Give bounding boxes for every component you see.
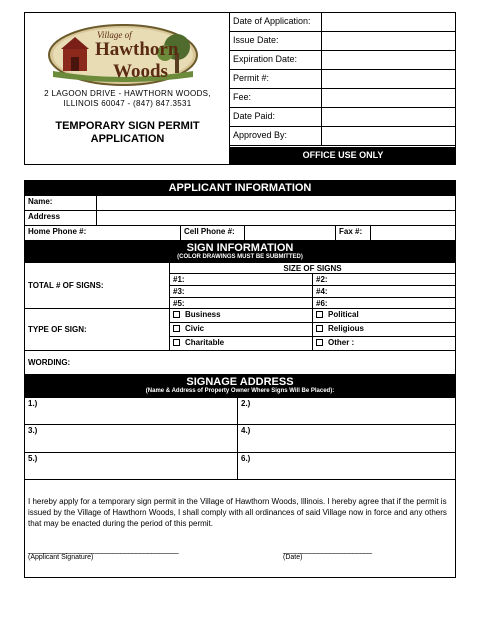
wording-label: WORDING: [28,358,71,367]
address-field[interactable] [96,210,456,226]
type-label: Other : [328,338,355,347]
signature-caption: (Applicant Signature) [28,554,94,561]
size-6[interactable]: #6: [312,297,456,309]
signage-address-4[interactable] [237,424,456,453]
type-political-option[interactable] [312,308,456,323]
office-field-label: Permit #: [233,73,270,83]
type-label: Business [185,310,221,319]
signage-address-subheading: (Name & Address of Property Owner Where Signs Will Be Placed): [145,388,335,394]
checkbox-icon[interactable] [173,325,180,332]
office-expiration-date[interactable] [230,51,456,70]
type-charitable-option[interactable] [169,336,313,351]
office-issue-date[interactable] [230,32,456,51]
checkbox-icon[interactable] [173,339,180,346]
slot-label: 2.) [241,399,251,408]
office-date-paid[interactable] [230,108,456,127]
office-fee[interactable] [230,89,456,108]
slot-label: 4.) [241,426,251,435]
type-label: Political [328,310,359,319]
size-1[interactable]: #1: [169,273,313,286]
form-title-line2: APPLICATION [90,133,165,145]
signage-address-6[interactable] [237,452,456,480]
cell-phone-label: Cell Phone #: [180,225,245,241]
office-use-only-banner: OFFICE USE ONLY [230,147,456,164]
signage-address-heading-bar [25,375,455,397]
field-divider [321,108,322,126]
office-field-label: Date of Application: [233,16,311,26]
signage-address-1[interactable] [24,397,238,425]
checkbox-icon[interactable] [173,311,180,318]
wording-field[interactable] [24,350,456,375]
field-divider [321,13,322,31]
checkbox-icon[interactable] [316,325,323,332]
logo-text-village: Village of [97,30,132,40]
type-label: Civic [185,324,205,333]
sign-info-subheading: (COLOR DRAWINGS MUST BE SUBMITTED) [177,254,303,260]
field-divider [321,51,322,69]
slot-label: 3.) [28,426,38,435]
logo-text-hawthorn: Hawthorn [95,39,179,60]
signage-address-2[interactable] [237,397,456,425]
office-field-label: Fee: [233,92,252,102]
header-box [24,12,456,165]
office-field-label: Approved By: [233,130,288,140]
office-field-label: Expiration Date: [233,54,298,64]
home-phone-field[interactable] [96,225,181,241]
size-4[interactable]: #4: [312,285,456,298]
fax-field[interactable] [370,225,456,241]
size-5[interactable]: #5: [169,297,313,309]
form-title-line1: TEMPORARY SIGN PERMIT [55,120,200,132]
signage-address-heading: SIGNAGE ADDRESS [186,376,294,388]
sign-info-heading: SIGN INFORMATION [186,242,294,254]
office-field-label: Date Paid: [233,111,276,121]
signature-line[interactable]: _______________________________________ [28,545,179,554]
type-label: Charitable [185,338,225,347]
signage-address-3[interactable] [24,424,238,453]
office-approved-by[interactable] [230,127,456,146]
home-phone-label: Home Phone #: [24,225,181,241]
slot-label: 5.) [28,454,38,463]
header-left-panel [25,13,230,164]
type-label: Religious [328,324,365,333]
date-caption: (Date) [283,554,303,561]
type-of-sign-label: TYPE OF SIGN: [24,308,170,351]
slot-label: 6.) [241,454,251,463]
checkbox-icon[interactable] [316,339,323,346]
name-field[interactable] [96,195,456,211]
size-of-signs-heading: SIZE OF SIGNS [169,262,456,274]
village-address-line2: ILLINOIS 60047 - (847) 847.3531 [63,99,192,108]
cell-phone-field[interactable] [244,225,336,241]
office-date-of-application[interactable] [230,13,456,32]
signage-address-5[interactable] [24,452,238,480]
type-civic-option[interactable] [169,322,313,337]
applicant-statement: I hereby apply for a temporary sign permit in the Village of Hawthorn Woods, Illinois. I hereby agree that if the permit is issued by the Village of Hawthorn Woods, I shall comply with all ordinances of said Village now in force and any others that may be enacted during the period of this permit. [28,497,447,528]
slot-label: 1.) [28,399,38,408]
date-line[interactable]: _______________________ [283,545,372,554]
applicant-info-heading: APPLICANT INFORMATION [25,181,455,195]
total-signs-label: TOTAL # OF SIGNS: [24,262,170,309]
main-form [24,180,456,578]
sign-info-heading-bar [25,241,455,262]
field-divider [321,32,322,50]
type-business-option[interactable] [169,308,313,323]
size-3[interactable]: #3: [169,285,313,298]
field-divider [321,70,322,88]
type-other-option[interactable] [312,336,456,351]
field-divider [321,127,322,145]
office-permit-number[interactable] [230,70,456,89]
logo-text-woods: Woods [113,61,168,82]
checkbox-icon[interactable] [316,311,323,318]
village-address-line1: 2 LAGOON DRIVE - HAWTHORN WOODS, [44,89,211,98]
field-divider [321,89,322,107]
address-label: Address [24,210,97,226]
type-religious-option[interactable] [312,322,456,337]
name-label: Name: [24,195,97,211]
village-logo [47,23,199,87]
fax-label: Fax #: [335,225,371,241]
size-2[interactable]: #2: [312,273,456,286]
office-field-label: Issue Date: [233,35,279,45]
